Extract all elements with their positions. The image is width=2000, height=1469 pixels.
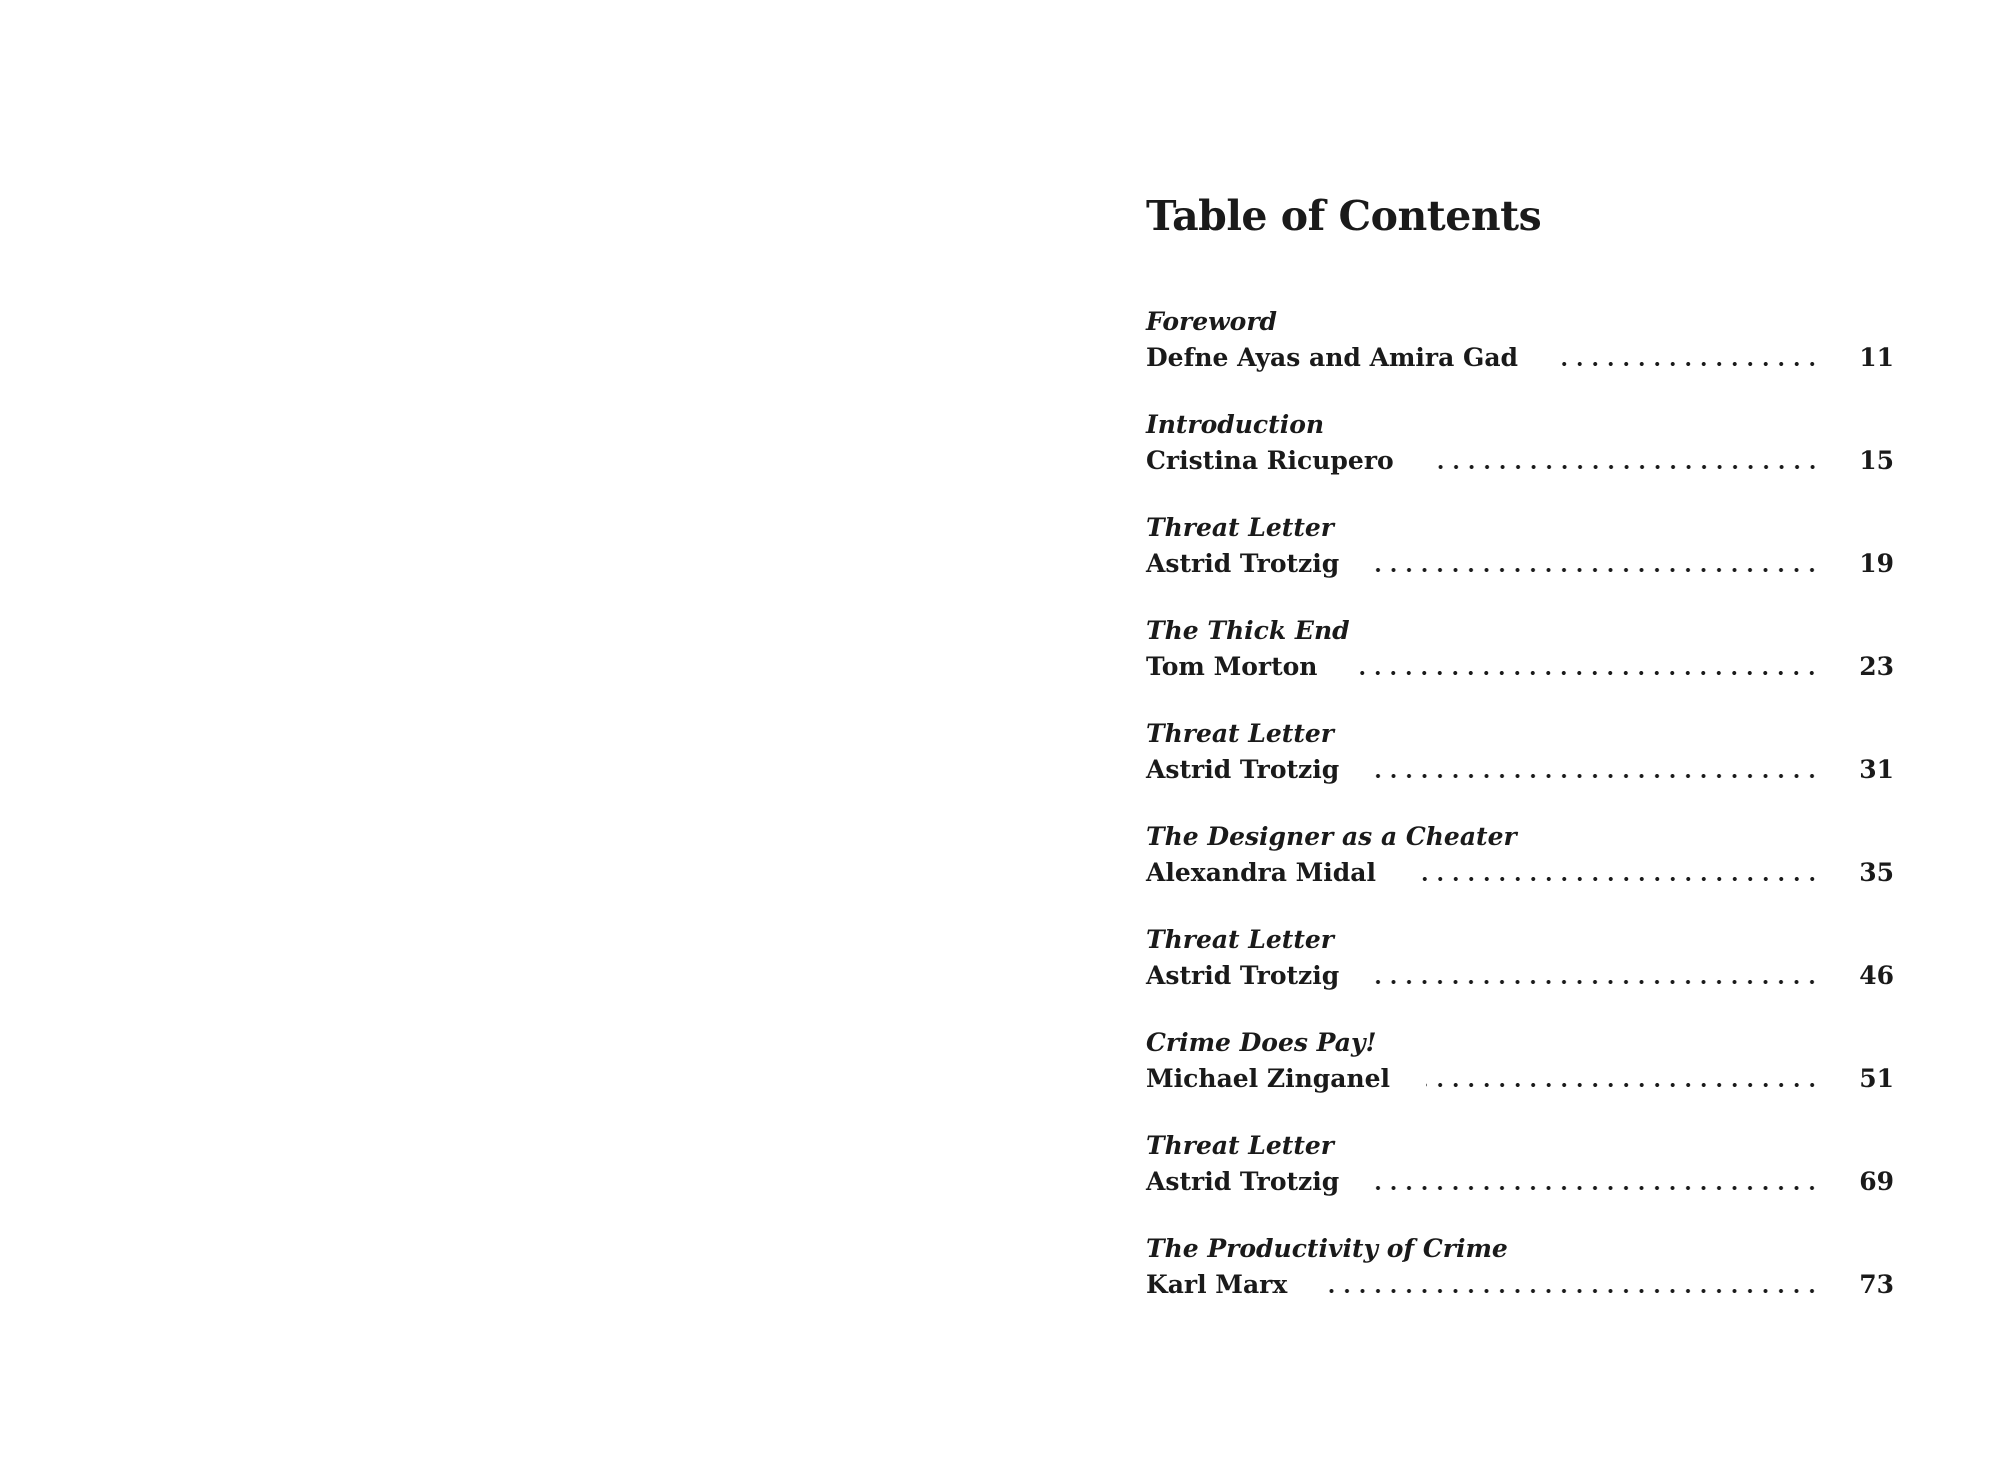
toc-entry[interactable] bbox=[1146, 510, 1894, 613]
entry-author: Cristina Ricupero bbox=[1146, 446, 1394, 475]
toc-entry-list bbox=[1146, 304, 1894, 1334]
entry-page-number: 15 bbox=[1859, 446, 1894, 475]
entry-page-number: 31 bbox=[1859, 755, 1894, 784]
toc-heading: Table of Contents bbox=[1146, 192, 1542, 240]
toc-entry[interactable] bbox=[1146, 1128, 1894, 1231]
entry-page-number: 11 bbox=[1859, 343, 1894, 372]
dot-leader bbox=[1412, 875, 1820, 883]
entry-author: Astrid Trotzig bbox=[1146, 549, 1340, 578]
dot-leader bbox=[1323, 1287, 1820, 1295]
entry-author: Astrid Trotzig bbox=[1146, 1167, 1340, 1196]
entry-author: Alexandra Midal bbox=[1146, 858, 1376, 887]
entry-author: Astrid Trotzig bbox=[1146, 961, 1340, 990]
entry-line bbox=[1146, 1267, 1894, 1303]
entry-page-number: 69 bbox=[1859, 1167, 1894, 1196]
entry-author: Astrid Trotzig bbox=[1146, 755, 1340, 784]
entry-line bbox=[1146, 752, 1894, 788]
entry-author: Michael Zinganel bbox=[1146, 1064, 1391, 1093]
entry-title: The Productivity of Crime bbox=[1146, 1234, 1508, 1263]
entry-page-number: 51 bbox=[1859, 1064, 1894, 1093]
entry-line bbox=[1146, 340, 1894, 376]
entry-title: Threat Letter bbox=[1146, 1131, 1334, 1160]
right-page bbox=[1000, 0, 2000, 1469]
dot-leader bbox=[1375, 566, 1820, 574]
toc-entry[interactable] bbox=[1146, 819, 1894, 922]
toc-entry[interactable] bbox=[1146, 304, 1894, 407]
entry-author: Karl Marx bbox=[1146, 1270, 1288, 1299]
toc-entry[interactable] bbox=[1146, 613, 1894, 716]
entry-line bbox=[1146, 1164, 1894, 1200]
entry-title: Threat Letter bbox=[1146, 719, 1334, 748]
dot-leader bbox=[1375, 772, 1820, 780]
toc-entry[interactable] bbox=[1146, 716, 1894, 819]
entry-title: Crime Does Pay! bbox=[1146, 1028, 1377, 1057]
dot-leader bbox=[1426, 1081, 1820, 1089]
dot-leader bbox=[1375, 1184, 1820, 1192]
entry-line bbox=[1146, 443, 1894, 479]
dot-leader bbox=[1554, 360, 1820, 368]
entry-line bbox=[1146, 855, 1894, 891]
table-of-contents bbox=[1146, 190, 1894, 1299]
entry-title: Threat Letter bbox=[1146, 925, 1334, 954]
toc-entry[interactable] bbox=[1146, 1025, 1894, 1128]
entry-title: The Designer as a Cheater bbox=[1146, 822, 1517, 851]
dot-leader bbox=[1430, 463, 1820, 471]
entry-title: Introduction bbox=[1146, 410, 1325, 439]
entry-title: Threat Letter bbox=[1146, 513, 1334, 542]
entry-page-number: 23 bbox=[1859, 652, 1894, 681]
entry-page-number: 46 bbox=[1859, 961, 1894, 990]
entry-line bbox=[1146, 649, 1894, 685]
entry-author: Tom Morton bbox=[1146, 652, 1318, 681]
entry-author: Defne Ayas and Amira Gad bbox=[1146, 343, 1519, 372]
entry-page-number: 19 bbox=[1859, 549, 1894, 578]
entry-title: The Thick End bbox=[1146, 616, 1350, 645]
entry-line bbox=[1146, 1061, 1894, 1097]
toc-entry[interactable] bbox=[1146, 922, 1894, 1025]
dot-leader bbox=[1353, 669, 1820, 677]
entry-page-number: 73 bbox=[1859, 1270, 1894, 1299]
entry-line bbox=[1146, 958, 1894, 994]
toc-entry[interactable] bbox=[1146, 1231, 1894, 1334]
toc-entry[interactable] bbox=[1146, 407, 1894, 510]
dot-leader bbox=[1375, 978, 1820, 986]
entry-title: Foreword bbox=[1146, 307, 1277, 336]
entry-page-number: 35 bbox=[1859, 858, 1894, 887]
entry-line bbox=[1146, 546, 1894, 582]
